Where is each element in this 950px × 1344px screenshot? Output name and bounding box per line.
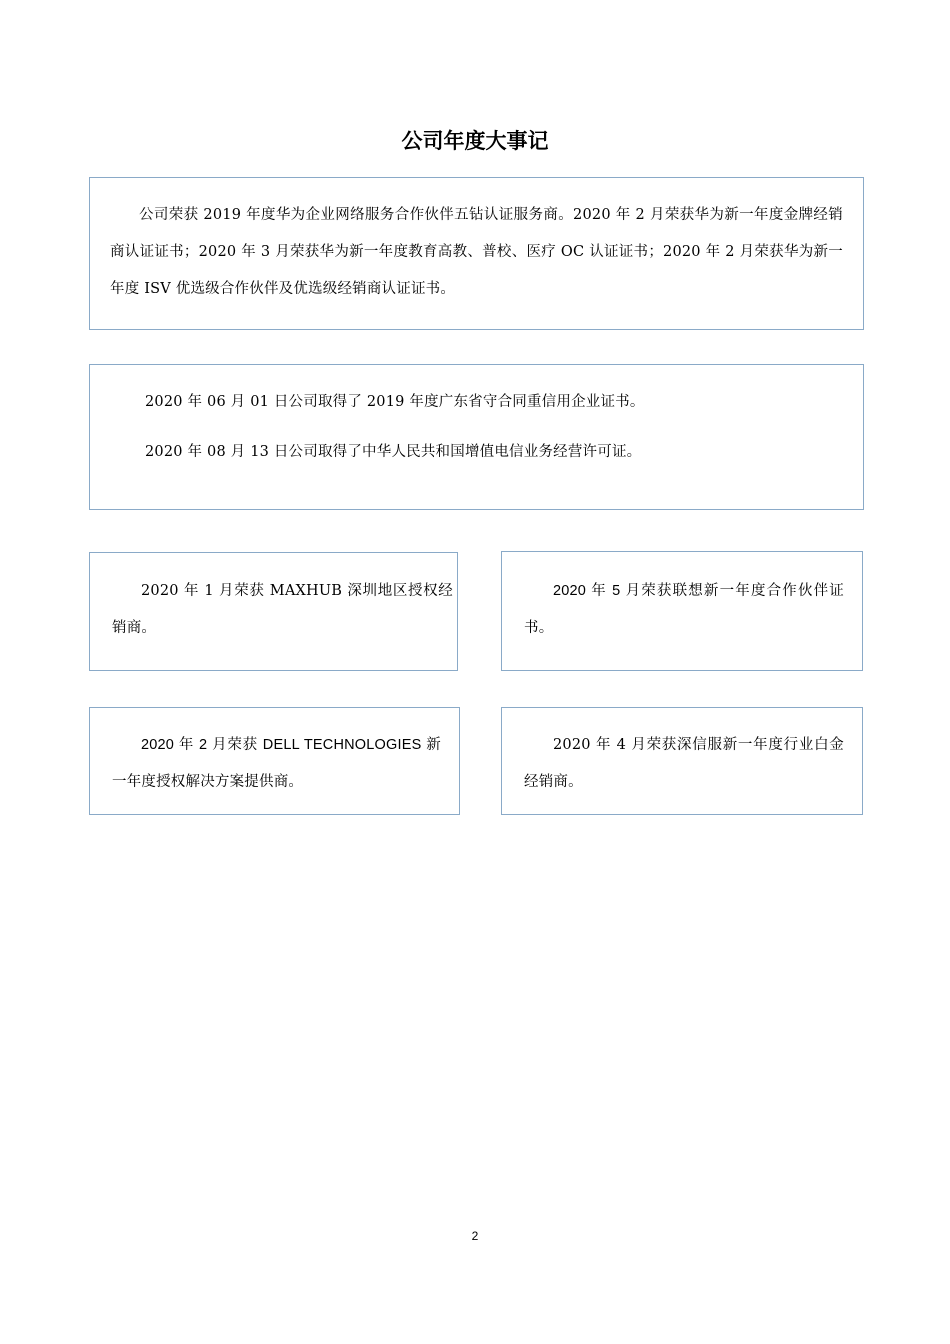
event-box-huawei — [89, 177, 864, 330]
event-text-dell: 2020 年 2 月荣获 DELL TECHNOLOGIES 新一年度授权解决方案提供商。 — [112, 737, 441, 790]
event-box-sangfor — [501, 707, 863, 815]
page-title: 公司年度大事记 — [401, 129, 549, 153]
event-box-certificates — [89, 364, 864, 510]
page-number: 2 — [471, 1229, 479, 1243]
event-text-lenovo: 2020 年 5 月荣获联想新一年度合作伙伴证书。 — [524, 583, 844, 636]
event-text-huawei: 公司荣获 2019 年度华为企业网络服务合作伙伴五钻认证服务商。2020 年 2 月荣获华为新一年度金牌经销商认证证书；2020 年 3 月荣获华为新一年度教育高教、普校、医疗 OC 认证证书；2020 年 2 月荣获华为新一年度 ISV 优选级合作伙伴及优选级经销商认证证书。 — [110, 207, 843, 297]
event-text-sangfor: 2020 年 4 月荣获深信服新一年度行业白金经销商。 — [524, 737, 844, 790]
event-box-lenovo — [501, 551, 863, 671]
event-text-telecom-license: 2020 年 08 月 13 日公司取得了中华人民共和国增值电信业务经营许可证。 — [145, 444, 642, 460]
event-text-credit-certificate: 2020 年 06 月 01 日公司取得了 2019 年度广东省守合同重信用企业证书。 — [145, 394, 645, 410]
event-box-dell — [89, 707, 460, 815]
event-text-maxhub: 2020 年 1 月荣获 MAXHUB 深圳地区授权经销商。 — [112, 583, 453, 636]
event-box-maxhub — [89, 552, 458, 671]
